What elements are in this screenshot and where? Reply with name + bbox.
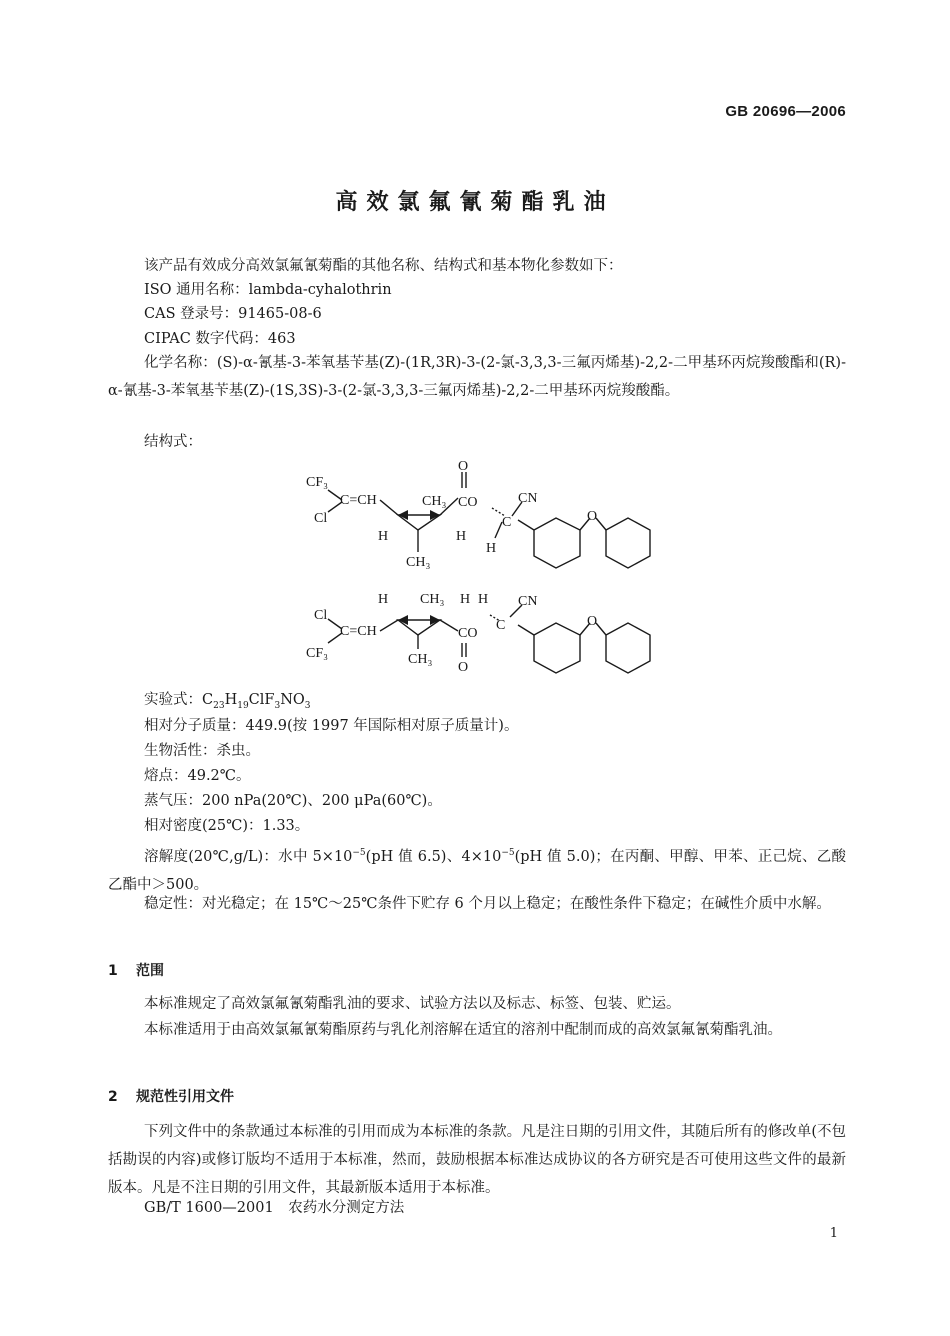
stability: 稳定性：对光稳定；在 15℃～25℃条件下贮存 6 个月以上稳定；在酸性条件下稳定；在碱性介质中水解。 [144, 896, 831, 912]
vapor-pressure: 蒸气压：200 nPa(20℃)、200 μPa(60℃)。 [144, 793, 442, 809]
o-carbonyl-1: O [458, 460, 469, 474]
cas-number: CAS 登录号：91465-08-6 [144, 306, 322, 322]
page-number: 1 [829, 1226, 838, 1241]
intro-lead: 该产品有效成分高效氯氟氰菊酯的其他名称、结构式和基本物化参数如下： [144, 258, 623, 274]
structure-formula-1 [290, 460, 670, 580]
document-title: 高效氯氟氰菊酯乳油 [335, 190, 615, 215]
co-label-1: CO [458, 495, 478, 510]
empirical-formula: 实验式：$C_{23}H_{19}ClF_3NO_3$ [144, 692, 311, 711]
molecular-weight: 相对分子质量：449.9(按 1997 年国际相对原子质量计)。 [144, 718, 519, 734]
ch-eq-label-2: C=CH [340, 624, 377, 639]
h-right-1: H [456, 529, 467, 544]
structure-formula-2 [290, 585, 670, 700]
o-carbonyl-2: O [458, 660, 469, 675]
section-2-heading: 2 规范性引用文件 [108, 1089, 234, 1105]
h-alpha-1: H [486, 541, 497, 556]
c-label-1: C [502, 515, 512, 530]
reference-gbt-1600: GB/T 1600—2001 农药水分测定方法 [144, 1200, 405, 1216]
h-right-2: H [460, 592, 471, 607]
cf3-label-1: CF₃ [306, 475, 329, 490]
ch3-bottom-1: CH₃ [406, 555, 431, 570]
section-1-para-2: 本标准适用于由高效氯氟氰菊酯原药与乳化剂溶解在适宜的溶剂中配制而成的高效氯氟氰菊酯乳油。 [144, 1022, 782, 1038]
section-2-para-1: 下列文件中的条款通过本标准的引用而成为本标准的条款。凡是注日期的引用文件，其随后所有的修改单(不包括勘误的内容)或修订版均不适用于本标准，然而，鼓励根据本标准达成协议的各方研究是否可使用这些文件的最新版本。凡是不注日期的引用文件，其最新版本适用于本标准。 [108, 1124, 846, 1196]
c-label-2: C [496, 618, 506, 633]
cf3-label-2: CF₃ [306, 646, 329, 661]
co-label-2: CO [458, 626, 478, 641]
o-ether-1: O [587, 509, 598, 524]
h-left-1: H [378, 529, 389, 544]
h-left-2: H [378, 592, 389, 607]
chemical-name: 化学名称：(S)-α-氰基-3-苯氧基苄基(Z)-(1R,3R)-3-(2-氯-3,3,3-三氟丙烯基)-2,2-二甲基环丙烷羧酸酯和(R)-α-氰基-3-苯氧基苄基(Z)-(1S,3S)-3-(2-氯-3,3,3-三氟丙烯基)-2,2-二甲基环丙烷羧酸酯。 [108, 355, 846, 399]
solubility: 溶解度(20℃,g/L)：水中 $5\times 10^{-5}(pH$ 值 6.5)、$4\times 10^{-5}(pH$ 值 5.0)；在丙酮、甲醇、甲苯、正己烷、乙酸乙酯中＞500。 [108, 848, 846, 893]
ch3-top-1: CH₃ [422, 494, 447, 509]
bioactivity: 生物活性：杀虫。 [144, 743, 260, 759]
melting-point: 熔点：49.2℃。 [144, 768, 251, 784]
ch-eq-label-1: C=CH [340, 493, 377, 508]
cn-label-1: CN [518, 491, 538, 506]
cipac-code: CIPAC 数字代码：463 [144, 331, 296, 347]
cl-label-2: Cl [314, 608, 328, 623]
standard-number: GB 20696—2006 [725, 103, 846, 120]
relative-density: 相对密度(25℃)：1.33。 [144, 818, 310, 834]
section-1-heading: 1 范围 [108, 963, 164, 979]
section-1-para-1: 本标准规定了高效氯氟氰菊酯乳油的要求、试验方法以及标志、标签、包装、贮运。 [144, 996, 681, 1012]
ch3-top-2: CH₃ [420, 592, 445, 607]
structure-label: 结构式： [144, 434, 202, 450]
h-alpha-2: H [478, 592, 489, 607]
o-ether-2: O [587, 614, 598, 629]
ch3-bottom-2: CH₃ [408, 652, 433, 667]
cl-label-1: Cl [314, 511, 328, 526]
cn-label-2: CN [518, 594, 538, 609]
iso-name: ISO 通用名称：lambda-cyhalothrin [144, 282, 392, 298]
